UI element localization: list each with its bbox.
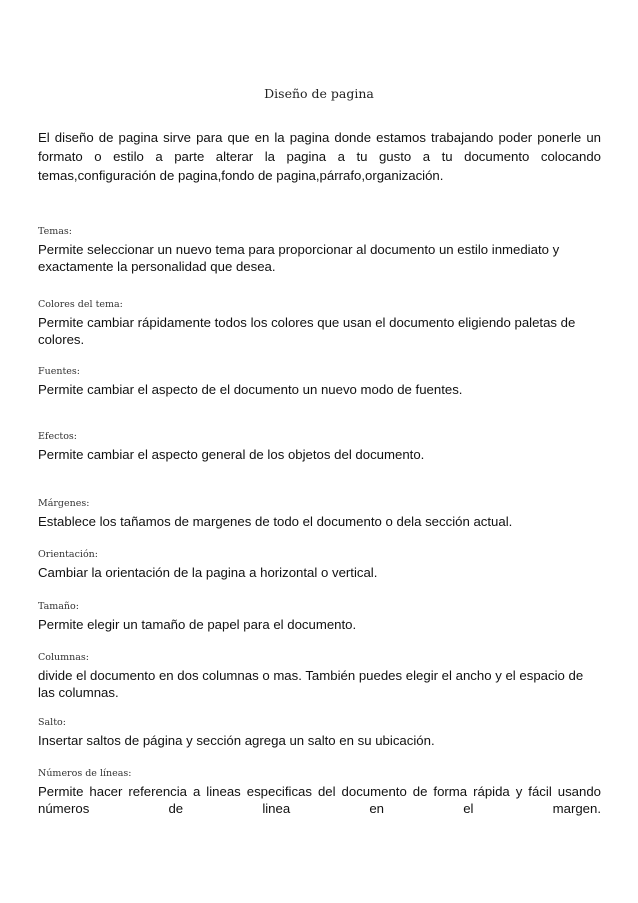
section-text: Permite cambiar rápidamente todos los colores que usan el documento eligiendo paletas de colores. bbox=[38, 315, 576, 347]
section-colores-del-tema bbox=[38, 299, 601, 348]
section-columnas bbox=[38, 652, 601, 701]
section-label: Márgenes: bbox=[38, 498, 90, 509]
section-label: Números de líneas: bbox=[38, 768, 132, 779]
section-label: Efectos: bbox=[38, 431, 78, 442]
section-text: Establece los tañamos de margenes de todo el documento o dela sección actual. bbox=[38, 514, 513, 529]
section-label: Salto: bbox=[38, 717, 66, 728]
page-title: Diseño de pagina bbox=[264, 86, 374, 101]
section-margenes bbox=[38, 498, 601, 530]
section-orientacion bbox=[38, 549, 601, 581]
section-efectos bbox=[38, 431, 601, 463]
section-tamano bbox=[38, 601, 601, 633]
section-label: Temas: bbox=[38, 226, 72, 237]
section-label: Fuentes: bbox=[38, 366, 80, 377]
section-temas bbox=[38, 226, 601, 275]
section-text: Cambiar la orientación de la pagina a horizontal o vertical. bbox=[38, 565, 378, 580]
intro-paragraph: El diseño de pagina sirve para que en la pagina donde estamos trabajando poder ponerle un formato o estilo a parte alterar la pagina a tu gusto a tu documento colocando temas,configuración de pagina,fondo de pagina,párrafo,organización. bbox=[38, 130, 601, 183]
section-text: Permite seleccionar un nuevo tema para proporcionar al documento un estilo inmediato y exactamente la personalidad que desea. bbox=[38, 242, 560, 274]
section-fuentes bbox=[38, 366, 601, 398]
section-label: Columnas: bbox=[38, 652, 90, 663]
section-text: Permite hacer referencia a lineas especificas del documento de forma rápida y fácil usando números de linea en el margen. bbox=[38, 784, 601, 816]
section-label: Colores del tema: bbox=[38, 299, 123, 310]
section-text: Permite elegir un tamaño de papel para el documento. bbox=[38, 617, 357, 632]
section-numeros-de-lineas bbox=[38, 768, 601, 817]
section-label: Tamaño: bbox=[38, 601, 79, 612]
section-salto bbox=[38, 717, 601, 749]
section-text: Insertar saltos de página y sección agrega un salto en su ubicación. bbox=[38, 733, 435, 748]
section-label: Orientación: bbox=[38, 549, 98, 560]
section-text: Permite cambiar el aspecto general de los objetos del documento. bbox=[38, 447, 425, 462]
section-text: Permite cambiar el aspecto de el documento un nuevo modo de fuentes. bbox=[38, 382, 463, 397]
section-text: divide el documento en dos columnas o mas. También puedes elegir el ancho y el espacio de las columnas. bbox=[38, 668, 584, 700]
